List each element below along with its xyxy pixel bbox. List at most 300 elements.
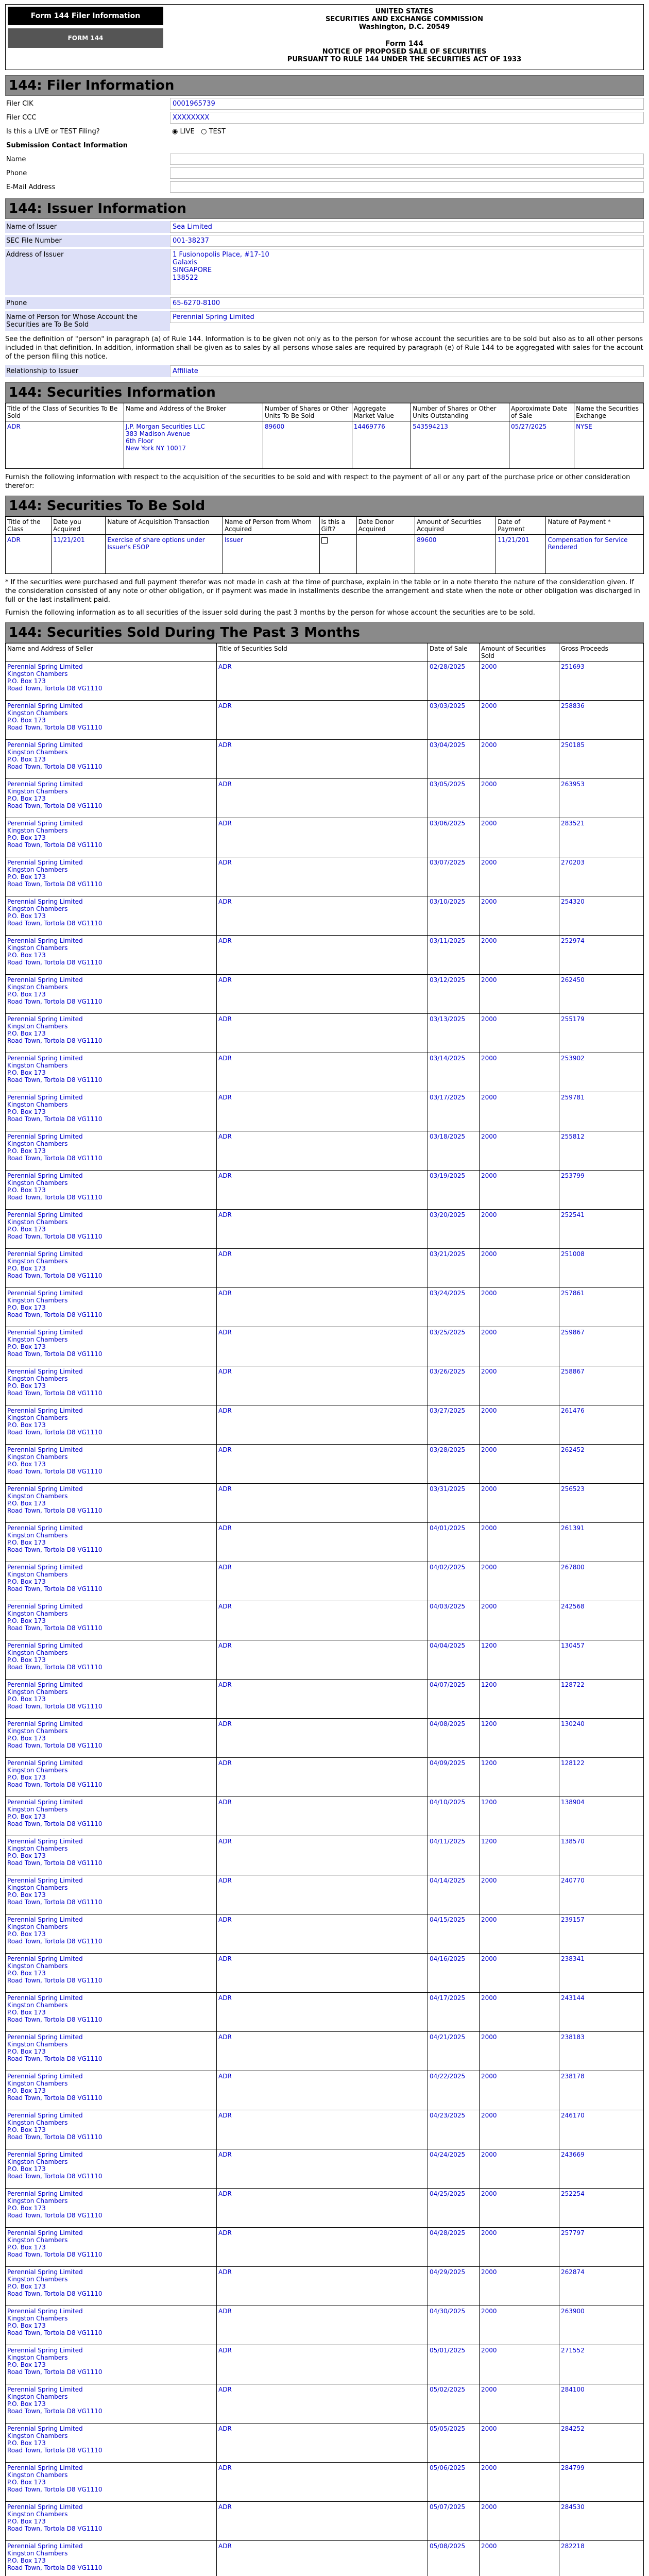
sold-gross: 128722 bbox=[559, 1680, 644, 1719]
col-header: Name and Address of Seller bbox=[6, 643, 217, 662]
seller-address bbox=[6, 1405, 217, 1445]
seller-line: P.O. Box 173 bbox=[7, 1461, 46, 1468]
sold-title: ADR bbox=[217, 1131, 428, 1171]
seller-line: Perennial Spring Limited bbox=[7, 2308, 83, 2315]
seller-address bbox=[6, 2228, 217, 2267]
sold-amount: 2000 bbox=[480, 2032, 559, 2071]
seller-address bbox=[6, 936, 217, 975]
seller-line: Kingston Chambers bbox=[7, 2197, 68, 2205]
seller-line: Road Town, Tortola D8 VG1110 bbox=[7, 1899, 103, 1906]
seller-line: Kingston Chambers bbox=[7, 1023, 68, 1030]
sold-date: 02/28/2025 bbox=[428, 662, 480, 701]
sold-gross: 251693 bbox=[559, 662, 644, 701]
sold-title: ADR bbox=[217, 2306, 428, 2345]
sold-title: ADR bbox=[217, 1601, 428, 1640]
seller-line: P.O. Box 173 bbox=[7, 1813, 46, 1820]
seller-line: P.O. Box 173 bbox=[7, 912, 46, 920]
seller-line: P.O. Box 173 bbox=[7, 2322, 46, 2329]
sold-amount: 2000 bbox=[480, 818, 559, 857]
seller-line: Road Town, Tortola D8 VG1110 bbox=[7, 2447, 103, 2454]
donor-date bbox=[356, 535, 415, 574]
past-sales-note: Furnish the following information as to all securities of the issuer sold during the past 3 months by the person for whose account the securities are to be sold. bbox=[5, 609, 535, 617]
seller-line: Perennial Spring Limited bbox=[7, 1524, 83, 1532]
seller-address bbox=[6, 1719, 217, 1758]
seller-line: Kingston Chambers bbox=[7, 2002, 68, 2009]
seller-line: P.O. Box 173 bbox=[7, 1030, 46, 1037]
relationship-row bbox=[5, 365, 644, 377]
sold-gross: 262450 bbox=[559, 975, 644, 1014]
col-header: Aggregate Market Value bbox=[352, 403, 411, 421]
seller-address bbox=[6, 1680, 217, 1719]
sold-date: 04/23/2025 bbox=[428, 2110, 480, 2149]
seller-line: Kingston Chambers bbox=[7, 1336, 68, 1343]
seller-line: Perennial Spring Limited bbox=[7, 1720, 83, 1727]
issuer-phone-row bbox=[5, 297, 644, 309]
sold-gross: 252254 bbox=[559, 2189, 644, 2228]
sold-row bbox=[6, 1797, 644, 1836]
sold-row bbox=[6, 1249, 644, 1288]
sold-date: 05/01/2025 bbox=[428, 2345, 480, 2384]
filer-cik-row bbox=[5, 98, 644, 110]
seller-line: Kingston Chambers bbox=[7, 2041, 68, 2048]
sold-date: 04/29/2025 bbox=[428, 2267, 480, 2306]
seller-line: Road Town, Tortola D8 VG1110 bbox=[7, 2368, 103, 2376]
sold-title: ADR bbox=[217, 1053, 428, 1092]
seller-line: Kingston Chambers bbox=[7, 749, 68, 756]
seller-address bbox=[6, 1014, 217, 1053]
seller-address bbox=[6, 1993, 217, 2032]
sold-title: ADR bbox=[217, 1993, 428, 2032]
section-title-sold: 144: Securities Sold During The Past 3 Months bbox=[5, 622, 644, 643]
seller-line: Perennial Spring Limited bbox=[7, 1015, 83, 1023]
seller-line: Perennial Spring Limited bbox=[7, 1759, 83, 1767]
seller-line: Kingston Chambers bbox=[7, 1375, 68, 1382]
seller-address bbox=[6, 1249, 217, 1288]
sold-title: ADR bbox=[217, 1092, 428, 1131]
sold-gross: 128122 bbox=[559, 1758, 644, 1797]
sold-title: ADR bbox=[217, 1249, 428, 1288]
col-header: Number of Shares or Other Units To Be Sold bbox=[263, 403, 352, 421]
sold-table-body bbox=[6, 662, 644, 2576]
seller-line: Kingston Chambers bbox=[7, 2119, 68, 2126]
seller-line: Perennial Spring Limited bbox=[7, 1485, 83, 1493]
seller-line: Road Town, Tortola D8 VG1110 bbox=[7, 959, 103, 966]
seller-address bbox=[6, 740, 217, 779]
seller-line: Road Town, Tortola D8 VG1110 bbox=[7, 802, 103, 809]
sold-title: ADR bbox=[217, 1875, 428, 1914]
contact-phone-label: Phone bbox=[6, 170, 27, 177]
sold-amount: 1200 bbox=[480, 1797, 559, 1836]
sold-amount: 2000 bbox=[480, 779, 559, 818]
class-value: ADR bbox=[6, 535, 52, 574]
agency-line: Washington, D.C. 20549 bbox=[358, 23, 450, 31]
seller-line: Kingston Chambers bbox=[7, 944, 68, 952]
sold-row bbox=[6, 2306, 644, 2345]
seller-line: P.O. Box 173 bbox=[7, 1696, 46, 1703]
sold-date: 03/27/2025 bbox=[428, 1405, 480, 1445]
col-header: Is this a Gift? bbox=[319, 517, 356, 535]
seller-line: P.O. Box 173 bbox=[7, 1852, 46, 1859]
sold-amount: 2000 bbox=[480, 2228, 559, 2267]
seller-line: Road Town, Tortola D8 VG1110 bbox=[7, 1076, 103, 1083]
contact-email-field bbox=[170, 181, 644, 193]
sold-gross: 138570 bbox=[559, 1836, 644, 1875]
seller-line: P.O. Box 173 bbox=[7, 2439, 46, 2447]
seller-address bbox=[6, 1758, 217, 1797]
sold-title: ADR bbox=[217, 2189, 428, 2228]
seller-address bbox=[6, 1914, 217, 1954]
seller-address bbox=[6, 2071, 217, 2110]
sold-amount: 2000 bbox=[480, 1366, 559, 1405]
col-header: Title of Securities Sold bbox=[217, 643, 428, 662]
gift-cell bbox=[319, 535, 356, 574]
sold-row bbox=[6, 1836, 644, 1875]
seller-line: Kingston Chambers bbox=[7, 1610, 68, 1617]
broker-line: 6th Floor bbox=[126, 437, 153, 445]
sold-title: ADR bbox=[217, 2345, 428, 2384]
seller-line: P.O. Box 173 bbox=[7, 1500, 46, 1507]
seller-line: Kingston Chambers bbox=[7, 2276, 68, 2283]
sold-table bbox=[5, 643, 644, 2576]
section-title-filer: 144: Filer Information bbox=[5, 75, 644, 96]
sold-title: ADR bbox=[217, 1719, 428, 1758]
sold-row bbox=[6, 936, 644, 975]
sold-date: 03/11/2025 bbox=[428, 936, 480, 975]
seller-address bbox=[6, 2110, 217, 2149]
issuer-file-label: SEC File Number bbox=[5, 235, 170, 247]
gift-checkbox[interactable] bbox=[321, 537, 328, 544]
sold-date: 04/22/2025 bbox=[428, 2071, 480, 2110]
sold-amount: 2000 bbox=[480, 1562, 559, 1601]
sold-title: ADR bbox=[217, 662, 428, 701]
seller-line: P.O. Box 173 bbox=[7, 2518, 46, 2525]
seller-address bbox=[6, 975, 217, 1014]
sold-gross: 246170 bbox=[559, 2110, 644, 2149]
seller-line: Perennial Spring Limited bbox=[7, 2151, 83, 2158]
sold-gross: 253902 bbox=[559, 1053, 644, 1092]
seller-line: Road Town, Tortola D8 VG1110 bbox=[7, 763, 103, 770]
seller-line: Kingston Chambers bbox=[7, 866, 68, 873]
seller-line: P.O. Box 173 bbox=[7, 1382, 46, 1389]
seller-line: Perennial Spring Limited bbox=[7, 1994, 83, 2002]
col-header: Date Donor Acquired bbox=[356, 517, 415, 535]
sold-date: 03/25/2025 bbox=[428, 1327, 480, 1366]
seller-address bbox=[6, 1327, 217, 1366]
sold-title: ADR bbox=[217, 936, 428, 975]
sold-date: 04/11/2025 bbox=[428, 1836, 480, 1875]
seller-line: Perennial Spring Limited bbox=[7, 1172, 83, 1179]
seller-line: P.O. Box 173 bbox=[7, 1578, 46, 1585]
col-header: Amount of Securities Sold bbox=[480, 643, 559, 662]
sold-date: 03/26/2025 bbox=[428, 1366, 480, 1405]
live-test-row bbox=[5, 126, 644, 138]
seller-line: Kingston Chambers bbox=[7, 1884, 68, 1891]
sold-amount: 2000 bbox=[480, 2306, 559, 2345]
seller-line: Perennial Spring Limited bbox=[7, 976, 83, 984]
contact-title: Submission Contact Information bbox=[6, 142, 128, 149]
sold-row bbox=[6, 857, 644, 896]
live-option: LIVE bbox=[180, 128, 195, 135]
seller-line: Kingston Chambers bbox=[7, 670, 68, 677]
sold-amount: 2000 bbox=[480, 1131, 559, 1171]
sold-row bbox=[6, 1914, 644, 1954]
col-header: Gross Proceeds bbox=[559, 643, 644, 662]
seller-address bbox=[6, 1640, 217, 1680]
issuer-address-label: Address of Issuer bbox=[5, 249, 170, 295]
col-header: Nature of Acquisition Transaction bbox=[106, 517, 223, 535]
sold-amount: 2000 bbox=[480, 2541, 559, 2576]
seller-line: P.O. Box 173 bbox=[7, 873, 46, 880]
seller-line: P.O. Box 173 bbox=[7, 2009, 46, 2016]
col-header: Approximate Date of Sale bbox=[509, 403, 574, 421]
seller-address bbox=[6, 2267, 217, 2306]
seller-line: Road Town, Tortola D8 VG1110 bbox=[7, 724, 103, 731]
seller-line: P.O. Box 173 bbox=[7, 2479, 46, 2486]
sold-gross: 250185 bbox=[559, 740, 644, 779]
sold-gross: 258867 bbox=[559, 1366, 644, 1405]
sold-gross: 261476 bbox=[559, 1405, 644, 1445]
person-definition-note: See the definition of "person" in paragraph (a) of Rule 144. Information is to be given not only as to the person for whose account the securities are to be sold but also as to all other persons included in that definition. In addition, information shall be given as to sales by all persons whose sales are required by paragraph (e) of Rule 144 to be aggregated with sales for the account of the person filing this notice. bbox=[5, 335, 643, 361]
seller-line: Perennial Spring Limited bbox=[7, 1133, 83, 1140]
person-label: Name of Person for Whose Account the Securities are To Be Sold bbox=[5, 311, 170, 331]
seller-line: Perennial Spring Limited bbox=[7, 2190, 83, 2197]
payment-nature: Compensation for Service Rendered bbox=[546, 535, 644, 574]
issuer-phone-label: Phone bbox=[5, 297, 170, 309]
seller-line: Kingston Chambers bbox=[7, 1493, 68, 1500]
seller-line: Perennial Spring Limited bbox=[7, 1290, 83, 1297]
seller-line: Kingston Chambers bbox=[7, 905, 68, 912]
filer-ccc-row bbox=[5, 112, 644, 124]
seller-line: Kingston Chambers bbox=[7, 2354, 68, 2361]
seller-line: Kingston Chambers bbox=[7, 2432, 68, 2439]
live-radio-icon[interactable]: ◉ bbox=[172, 128, 178, 135]
sold-title: ADR bbox=[217, 2110, 428, 2149]
sold-title: ADR bbox=[217, 818, 428, 857]
issuer-name-label: Name of Issuer bbox=[5, 221, 170, 233]
col-header: Title of the Class of Securities To Be Sold bbox=[6, 403, 124, 421]
sold-row bbox=[6, 1719, 644, 1758]
acquired-date: 11/21/201 bbox=[52, 535, 106, 574]
sold-date: 04/07/2025 bbox=[428, 1680, 480, 1719]
sold-title: ADR bbox=[217, 1405, 428, 1445]
seller-line: Kingston Chambers bbox=[7, 1806, 68, 1813]
seller-line: Road Town, Tortola D8 VG1110 bbox=[7, 1742, 103, 1749]
seller-line: P.O. Box 173 bbox=[7, 717, 46, 724]
sold-amount: 2000 bbox=[480, 1288, 559, 1327]
seller-line: P.O. Box 173 bbox=[7, 1735, 46, 1742]
seller-line: Perennial Spring Limited bbox=[7, 1211, 83, 1218]
sold-gross: 252541 bbox=[559, 1210, 644, 1249]
seller-line: Kingston Chambers bbox=[7, 2393, 68, 2400]
seller-line: Kingston Chambers bbox=[7, 709, 68, 717]
sold-row bbox=[6, 740, 644, 779]
sold-title: ADR bbox=[217, 1327, 428, 1366]
sold-title: ADR bbox=[217, 857, 428, 896]
sold-title: ADR bbox=[217, 2149, 428, 2189]
seller-line: P.O. Box 173 bbox=[7, 2361, 46, 2368]
sold-header-row bbox=[6, 643, 644, 662]
seller-line: Road Town, Tortola D8 VG1110 bbox=[7, 1546, 103, 1553]
seller-line: Perennial Spring Limited bbox=[7, 781, 83, 788]
sold-amount: 2000 bbox=[480, 1914, 559, 1954]
sold-title: ADR bbox=[217, 1445, 428, 1484]
seller-line: Perennial Spring Limited bbox=[7, 1094, 83, 1101]
sold-title: ADR bbox=[217, 2032, 428, 2071]
seller-line: Perennial Spring Limited bbox=[7, 1250, 83, 1258]
sold-amount: 2000 bbox=[480, 1405, 559, 1445]
sold-title: ADR bbox=[217, 896, 428, 936]
seller-line: Road Town, Tortola D8 VG1110 bbox=[7, 1585, 103, 1592]
sold-row bbox=[6, 818, 644, 857]
address-line: SINGAPORE bbox=[173, 266, 212, 274]
sold-gross: 242568 bbox=[559, 1601, 644, 1640]
seller-line: Road Town, Tortola D8 VG1110 bbox=[7, 2564, 103, 2571]
test-option: TEST bbox=[209, 128, 226, 135]
sold-gross: 243669 bbox=[559, 2149, 644, 2189]
seller-line: Road Town, Tortola D8 VG1110 bbox=[7, 685, 103, 692]
sold-title: ADR bbox=[217, 1954, 428, 1993]
seller-line: P.O. Box 173 bbox=[7, 1069, 46, 1076]
seller-line: Road Town, Tortola D8 VG1110 bbox=[7, 2290, 103, 2297]
sold-amount: 2000 bbox=[480, 975, 559, 1014]
sold-row bbox=[6, 1758, 644, 1797]
sold-amount: 1200 bbox=[480, 1836, 559, 1875]
sold-date: 04/15/2025 bbox=[428, 1914, 480, 1954]
sold-row bbox=[6, 1993, 644, 2032]
seller-address bbox=[6, 1954, 217, 1993]
seller-address bbox=[6, 1131, 217, 1171]
sold-amount: 2000 bbox=[480, 1993, 559, 2032]
issuer-address-row bbox=[5, 249, 644, 295]
sold-gross: 238341 bbox=[559, 1954, 644, 1993]
seller-line: Kingston Chambers bbox=[7, 2158, 68, 2165]
sold-date: 05/05/2025 bbox=[428, 2424, 480, 2463]
sold-gross: 239157 bbox=[559, 1914, 644, 1954]
sold-date: 04/14/2025 bbox=[428, 1875, 480, 1914]
sold-gross: 270203 bbox=[559, 857, 644, 896]
sold-amount: 1200 bbox=[480, 1680, 559, 1719]
seller-address bbox=[6, 818, 217, 857]
sold-row bbox=[6, 1092, 644, 1131]
seller-line: Road Town, Tortola D8 VG1110 bbox=[7, 841, 103, 849]
seller-line: P.O. Box 173 bbox=[7, 1304, 46, 1311]
sold-amount: 2000 bbox=[480, 1249, 559, 1288]
sold-amount: 2000 bbox=[480, 662, 559, 701]
seller-line: Perennial Spring Limited bbox=[7, 1877, 83, 1884]
seller-line: P.O. Box 173 bbox=[7, 1539, 46, 1546]
issuer-name-row bbox=[5, 221, 644, 233]
seller-line: Perennial Spring Limited bbox=[7, 820, 83, 827]
seller-address bbox=[6, 1484, 217, 1523]
sold-gross: 130457 bbox=[559, 1640, 644, 1680]
sold-row bbox=[6, 1210, 644, 1249]
sold-row bbox=[6, 1875, 644, 1914]
sold-row bbox=[6, 2541, 644, 2576]
seller-line: P.O. Box 173 bbox=[7, 1187, 46, 1194]
broker-line: New York NY 10017 bbox=[126, 445, 186, 452]
seller-line: Kingston Chambers bbox=[7, 1101, 68, 1108]
sold-row bbox=[6, 1366, 644, 1405]
sold-gross: 252974 bbox=[559, 936, 644, 975]
seller-address bbox=[6, 1210, 217, 1249]
seller-line: Perennial Spring Limited bbox=[7, 1799, 83, 1806]
seller-line: Perennial Spring Limited bbox=[7, 2268, 83, 2276]
seller-line: Road Town, Tortola D8 VG1110 bbox=[7, 1507, 103, 1514]
sold-row bbox=[6, 1523, 644, 1562]
seller-line: P.O. Box 173 bbox=[7, 1343, 46, 1350]
seller-line: P.O. Box 173 bbox=[7, 1930, 46, 1938]
sold-gross: 254320 bbox=[559, 896, 644, 936]
sold-row bbox=[6, 1601, 644, 1640]
seller-line: P.O. Box 173 bbox=[7, 1891, 46, 1899]
seller-line: Road Town, Tortola D8 VG1110 bbox=[7, 1468, 103, 1475]
seller-line: Kingston Chambers bbox=[7, 1767, 68, 1774]
seller-line: Road Town, Tortola D8 VG1110 bbox=[7, 2486, 103, 2493]
securities-data-row bbox=[6, 421, 644, 469]
sold-amount: 2000 bbox=[480, 701, 559, 740]
seller-address bbox=[6, 2502, 217, 2541]
sold-row bbox=[6, 1327, 644, 1366]
seller-address bbox=[6, 2345, 217, 2384]
seller-line: Road Town, Tortola D8 VG1110 bbox=[7, 1859, 103, 1867]
sold-row bbox=[6, 2502, 644, 2541]
seller-line: Perennial Spring Limited bbox=[7, 937, 83, 944]
sold-row bbox=[6, 779, 644, 818]
seller-line: Road Town, Tortola D8 VG1110 bbox=[7, 1977, 103, 1984]
col-header: Name of Person from Whom Acquired bbox=[223, 517, 320, 535]
sold-title: ADR bbox=[217, 2424, 428, 2463]
issuer-file-row bbox=[5, 235, 644, 247]
sold-date: 04/04/2025 bbox=[428, 1640, 480, 1680]
sold-date: 03/14/2025 bbox=[428, 1053, 480, 1092]
to-be-sold-data-row bbox=[6, 535, 644, 574]
seller-line: P.O. Box 173 bbox=[7, 2165, 46, 2173]
seller-line: Kingston Chambers bbox=[7, 1218, 68, 1226]
sold-title: ADR bbox=[217, 1210, 428, 1249]
to-be-sold-header-row bbox=[6, 517, 644, 535]
address-line: Galaxis bbox=[173, 259, 197, 266]
seller-line: Kingston Chambers bbox=[7, 1923, 68, 1930]
filer-cik-value: 0001965739 bbox=[170, 98, 644, 110]
seller-line: Kingston Chambers bbox=[7, 1571, 68, 1578]
sold-amount: 2000 bbox=[480, 2424, 559, 2463]
seller-line: P.O. Box 173 bbox=[7, 1265, 46, 1272]
sold-row bbox=[6, 1484, 644, 1523]
test-radio-icon[interactable]: ○ bbox=[201, 128, 207, 135]
sold-gross: 257797 bbox=[559, 2228, 644, 2267]
securities-class: ADR bbox=[6, 421, 124, 469]
seller-line: Road Town, Tortola D8 VG1110 bbox=[7, 1429, 103, 1436]
seller-line: Perennial Spring Limited bbox=[7, 2347, 83, 2354]
sold-row bbox=[6, 1171, 644, 1210]
seller-line: Road Town, Tortola D8 VG1110 bbox=[7, 1389, 103, 1397]
acquisition-nature: Exercise of share options under Issuer's ESOP bbox=[106, 535, 223, 574]
col-header: Title of the Class bbox=[6, 517, 52, 535]
seller-line: P.O. Box 173 bbox=[7, 2557, 46, 2564]
seller-line: Kingston Chambers bbox=[7, 1649, 68, 1656]
sold-gross: 284252 bbox=[559, 2424, 644, 2463]
seller-line: Kingston Chambers bbox=[7, 2471, 68, 2479]
sold-row bbox=[6, 2149, 644, 2189]
seller-line: Road Town, Tortola D8 VG1110 bbox=[7, 880, 103, 888]
sold-date: 03/20/2025 bbox=[428, 1210, 480, 1249]
broker-line: 383 Madison Avenue bbox=[126, 430, 190, 437]
seller-address bbox=[6, 2384, 217, 2424]
seller-line: Perennial Spring Limited bbox=[7, 702, 83, 709]
seller-line: P.O. Box 173 bbox=[7, 1617, 46, 1624]
seller-line: Road Town, Tortola D8 VG1110 bbox=[7, 1037, 103, 1044]
seller-line: P.O. Box 173 bbox=[7, 2400, 46, 2408]
